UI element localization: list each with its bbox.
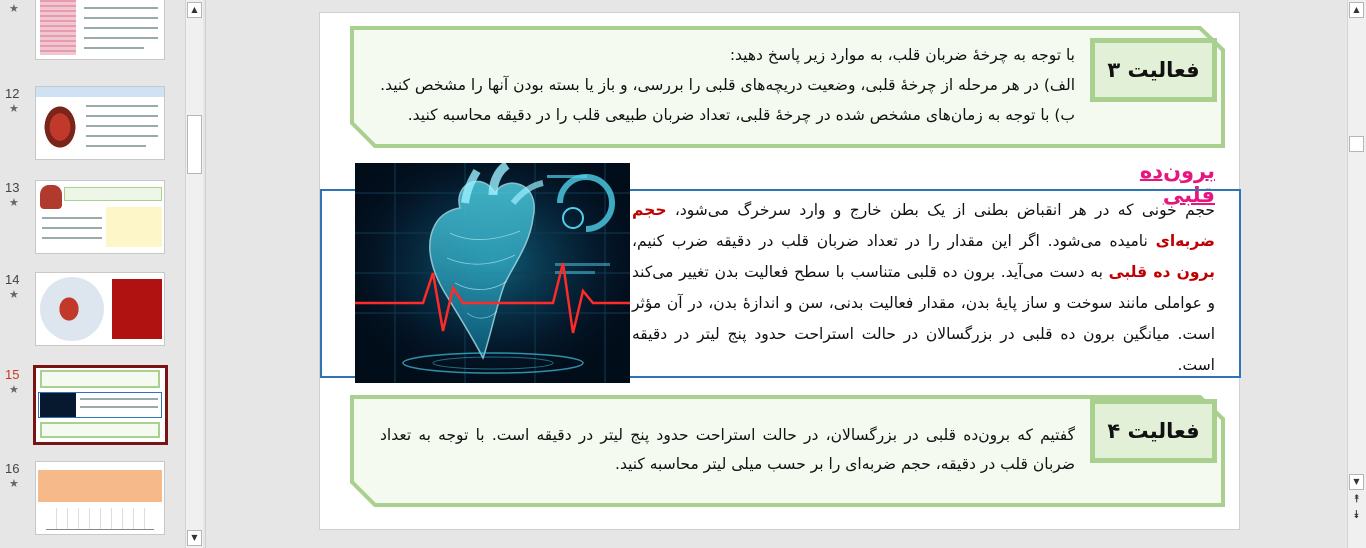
body-text-part: به دست می‌آید. برون ده قلبی متناسب با سطح فعالیت بدن تغییر می‌کند و عواملی مانند سوخت و ساز پایهٔ بدن، مقدار فعالیت بدنی، سن و اندازهٔ بدن، در آن مؤثر است. میانگین برون ده قلبی در بزرگسالان در حالت استراحت حدود پنج لیتر در دقیقه است. [632, 263, 1215, 374]
scroll-up-button[interactable]: ▲ [1349, 2, 1364, 18]
slide-preview [35, 272, 165, 346]
slide-number [5, 0, 19, 1]
activity-3-line: با توجه به چرخهٔ ضربان قلب، به موارد زیر پاسخ دهید: [729, 46, 1075, 64]
activity-3-title: فعالیت ۳ [1090, 38, 1217, 102]
animation-star-icon: ★ [9, 2, 19, 15]
thumbnail-slide-16[interactable] [0, 461, 185, 539]
slide-preview [35, 0, 165, 60]
body-paragraph [632, 195, 1215, 381]
slide-number: 16 [5, 461, 20, 476]
keyword-stroke-volume: حجم ضربه‌ای [632, 201, 1215, 250]
activity-4-title: فعالیت ۴ [1090, 399, 1217, 463]
slide-scrollbar[interactable] [1347, 0, 1366, 548]
keyword-cardiac-output: برون ده قلبی [1108, 263, 1215, 281]
thumbnail-slide-13[interactable] [0, 180, 185, 258]
slide-preview [35, 461, 165, 535]
thumbnail-slide-15[interactable] [0, 367, 185, 445]
section-heading: برون‌ده قلبی [1139, 159, 1215, 207]
activity-3-line: الف) در هر مرحله از چرخهٔ قلبی، وضعیت دریچه‌های قلبی را بررسی، و باز یا بسته بودن آنها را مشخص کنید. [380, 76, 1075, 94]
animation-star-icon: ★ [9, 383, 19, 396]
next-slide-button[interactable]: ⯯ [1353, 508, 1360, 521]
activity-3-text [380, 40, 1075, 130]
slide-preview [35, 180, 165, 254]
slide-number: 13 [5, 180, 20, 195]
slide-number: 15 [5, 367, 20, 382]
slide-number: 12 [5, 86, 20, 101]
animation-star-icon: ★ [9, 102, 19, 115]
slide-canvas [319, 12, 1240, 530]
scrollbar-thumb[interactable] [1349, 136, 1364, 152]
thumbnail-scrollbar[interactable] [185, 0, 203, 548]
thumbnail-slide-14[interactable] [0, 272, 185, 350]
heart-illustration[interactable] [355, 163, 630, 383]
slide-thumbnail-pane [0, 0, 203, 548]
animation-star-icon: ★ [9, 196, 19, 209]
scroll-down-button[interactable]: ▼ [187, 530, 202, 546]
slide-editing-area [205, 0, 1347, 548]
animation-star-icon: ★ [9, 477, 19, 490]
body-text-part: حجم خونی که در هر انقباض بطنی از یک بطن خارج و وارد سرخرگ می‌شود، [666, 201, 1215, 219]
activity-3-line: ب) با توجه به زمان‌های مشخص شده در چرخهٔ قلبی، تعداد ضربان طبیعی قلب را در دقیقه محاسبه کنید. [407, 106, 1075, 124]
slide-preview [35, 86, 165, 160]
activity-4-box[interactable] [350, 395, 1225, 507]
thumbnail-slide-11[interactable] [0, 0, 185, 64]
previous-slide-button[interactable]: ⯭ [1353, 492, 1360, 505]
animation-star-icon: ★ [9, 288, 19, 301]
activity-4-text: گفتیم که برون‌ده قلبی در بزرگسالان، در حالت استراحت حدود پنج لیتر در دقیقه است. با توجه به تعداد ضربان قلب در دقیقه، حجم ضربه‌ای را بر حسب میلی لیتر محاسبه کنید. [380, 426, 1075, 473]
scrollbar-thumb[interactable] [187, 115, 202, 174]
body-text-part: نامیده می‌شود. اگر این مقدار را در تعداد ضربان قلب در دقیقه ضرب کنیم، [632, 232, 1156, 250]
activity-3-box[interactable] [350, 26, 1225, 148]
slide-number: 14 [5, 272, 20, 287]
thumbnail-slide-12[interactable] [0, 86, 185, 164]
scroll-up-button[interactable]: ▲ [187, 2, 202, 18]
heart-hologram-image [355, 163, 630, 383]
scroll-down-button[interactable]: ▼ [1349, 474, 1364, 490]
slide-preview [33, 365, 168, 445]
